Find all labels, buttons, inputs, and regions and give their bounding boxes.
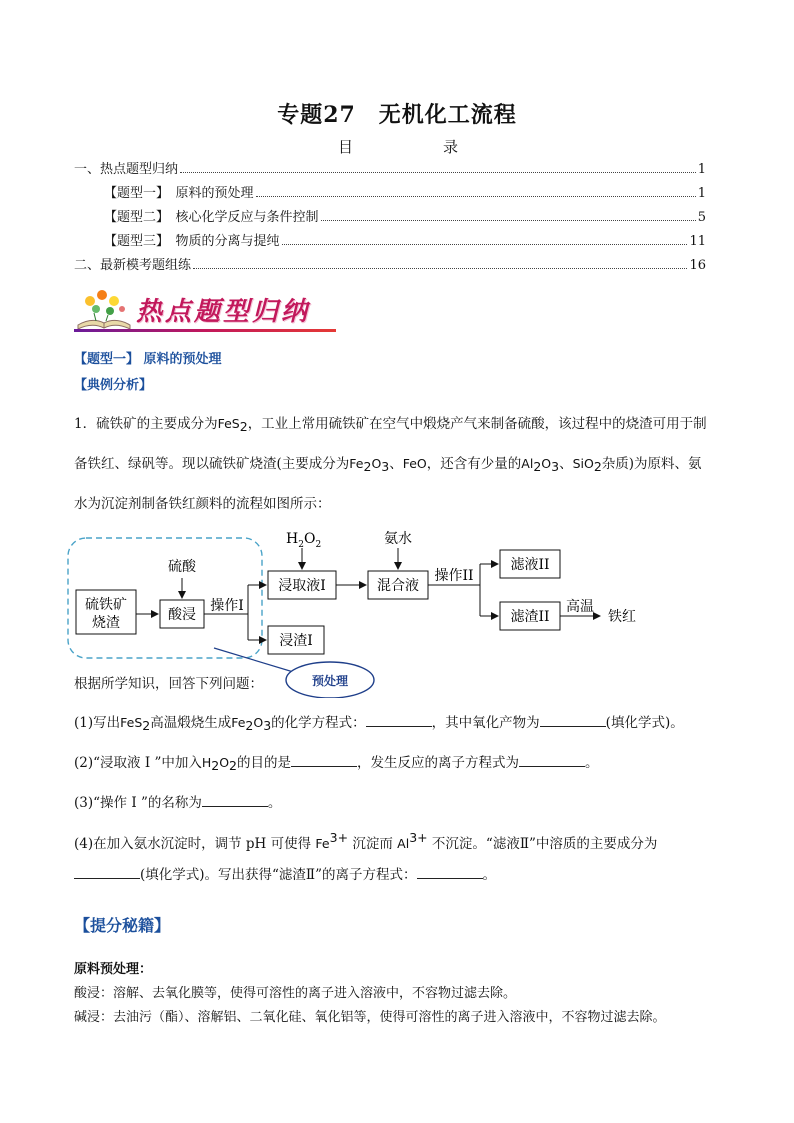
formula: Al [397, 836, 410, 851]
answer-blank[interactable] [417, 864, 483, 879]
text: ，其中氧化产物为 [431, 715, 540, 731]
formula: FeS [217, 416, 240, 431]
label-ore-2: 烧渣 [92, 615, 120, 631]
toc-item-label: 【题型三】 物质的分离与提纯 [104, 234, 280, 249]
toc-dots [282, 244, 688, 245]
toc-item[interactable] [104, 182, 706, 201]
section-banner [74, 287, 336, 335]
subscript: 3 [381, 459, 390, 474]
banner-underline [74, 329, 336, 332]
formula: O [253, 715, 264, 730]
tips-line-2: 碱浸：去油污（酯）、溶解铝、二氧化硅、氧化铝等，使得可溶性的离子进入溶液中，不容物过滤去除。 [74, 1010, 666, 1025]
text: 的化学方程式： [271, 715, 366, 731]
subscript: 2 [229, 758, 237, 773]
text: 的目的是 [237, 755, 291, 771]
toc-item[interactable] [74, 254, 706, 273]
subscript: 2 [239, 419, 248, 434]
toc-dots [321, 220, 696, 221]
label-product: 铁红 [608, 609, 636, 625]
text: 杂质)为原料、氨 [601, 456, 702, 472]
tips-heading: 【提分秘籍】 [74, 916, 171, 935]
tips-line-1: 酸浸：溶解、去氧化膜等，使得可溶性的离子进入溶液中，不容物过滤去除。 [74, 986, 517, 1001]
toc-dots [193, 268, 687, 269]
toc-item-page: 16 [689, 258, 706, 273]
answer-blank[interactable] [519, 752, 585, 767]
label-ammonia: 氨水 [384, 531, 412, 547]
subscript: 3 [263, 718, 272, 733]
subscript: 2 [245, 718, 254, 733]
text: ，工业上常用硫铁矿在空气中煅烧产气来制备硫酸，该过程中的烧渣可用于制 [247, 416, 707, 432]
question-intro: 根据所学知识，回答下列问题： [74, 676, 263, 692]
formula: O [219, 755, 230, 770]
text: ，发生反应的离子方程式为 [357, 755, 519, 771]
text: (2)“浸取液 I ”中加入 [74, 755, 202, 771]
label-residue1: 浸渣I [279, 633, 313, 649]
text: (1)写出 [74, 715, 121, 731]
formula: FeS [120, 715, 143, 730]
toc-item-page: 11 [689, 234, 706, 249]
subscript: 2 [593, 459, 602, 474]
toc-heading-char: 目 [338, 138, 354, 156]
type-tag: 【题型一】 [74, 352, 140, 367]
book-flowers-icon [74, 287, 134, 331]
label-ore-1: 硫铁矿 [85, 597, 127, 613]
question-2 [74, 752, 754, 776]
text: 、 [559, 456, 573, 472]
label-mixture: 混合液 [377, 578, 419, 594]
label-h2o2 [286, 531, 321, 550]
label-filtrate2: 滤液II [510, 557, 550, 573]
superscript: 3+ [329, 830, 349, 845]
toc-heading-char: 录 [443, 138, 459, 156]
label-leach: 酸浸 [168, 607, 196, 623]
text: 不沉淀。“滤液Ⅱ”中溶质的主要成分为 [427, 836, 658, 852]
toc-item-page: 5 [697, 210, 706, 225]
toc-heading [338, 136, 458, 157]
answer-blank[interactable] [366, 712, 432, 727]
formula: H [201, 755, 212, 770]
text: (3)“操作 I ”的名称为 [74, 795, 202, 811]
text: 1．硫铁矿的主要成分为 [74, 416, 218, 432]
toc-item-page: 1 [697, 186, 706, 201]
answer-blank[interactable] [74, 864, 140, 879]
h2o2-sub: 2 [298, 540, 304, 550]
subscript: 2 [211, 758, 220, 773]
text: 高温煅烧生成 [150, 715, 232, 731]
toc-item[interactable] [104, 206, 706, 225]
toc-item-label: 二、最新模考题组练 [74, 258, 192, 273]
text: 备铁红、绿矾等。现以硫铁矿烧渣(主要成分为 [74, 456, 350, 472]
subscript: 2 [533, 459, 542, 474]
toc-dots [180, 172, 696, 173]
label-hightemp: 高温 [566, 599, 594, 615]
text: (4)在加入氨水沉淀时，调节 pH 可使得 [74, 836, 316, 852]
text: 沉淀而 [348, 836, 398, 852]
process-flow-diagram [64, 526, 684, 698]
h2o2-h: H [286, 531, 299, 547]
question-1 [74, 712, 754, 736]
answer-blank[interactable] [540, 712, 606, 727]
problem-line-3: 水为沉淀剂制备铁红颜料的流程如图所示： [74, 496, 331, 512]
formula: O [541, 456, 552, 471]
subscript: 3 [551, 459, 560, 474]
formula: Fe [315, 836, 330, 851]
analysis-heading: 【典例分析】 [74, 378, 153, 393]
toc-item-label: 一、热点题型归纳 [74, 162, 179, 177]
problem-line-1 [74, 414, 734, 437]
answer-blank[interactable] [291, 752, 357, 767]
subscript: 2 [363, 459, 372, 474]
label-op1: 操作I [210, 598, 244, 614]
formula: SiO [572, 456, 594, 471]
formula: O [371, 456, 382, 471]
label-pretreat: 预处理 [311, 674, 349, 688]
label-sulfuric: 硫酸 [168, 559, 196, 575]
text: ，还含有少量的 [426, 456, 522, 472]
flow-svg [64, 526, 684, 698]
toc-item[interactable] [74, 158, 706, 177]
toc-item-page: 1 [697, 162, 706, 177]
question-4 [74, 828, 754, 854]
formula: Fe [231, 715, 246, 730]
superscript: 3+ [409, 830, 428, 845]
page-title: 专题27 无机化工流程 [277, 102, 517, 128]
banner-title: 热点题型归纳 [136, 297, 311, 327]
h2o2-o: O [303, 531, 316, 547]
subscript: 2 [142, 718, 151, 733]
label-residue2: 滤渣II [510, 609, 550, 625]
toc-item-label: 【题型二】 核心化学反应与条件控制 [104, 210, 319, 225]
formula: Fe [349, 456, 364, 471]
tips-subheading: 原料预处理： [74, 962, 153, 977]
question-4-continued [74, 864, 496, 885]
label-op2: 操作II [434, 568, 474, 584]
text: 、 [389, 456, 403, 472]
text: 。 [585, 755, 599, 771]
text: (填化学式)。写出获得“滤渣Ⅱ”的离子方程式： [140, 867, 417, 883]
text: 。 [267, 795, 282, 811]
question-3 [74, 792, 281, 813]
formula: FeO [402, 456, 427, 471]
formula: Al [521, 456, 534, 471]
problem-line-2 [74, 454, 734, 477]
text: 。 [482, 867, 497, 883]
answer-blank[interactable] [202, 792, 268, 807]
toc-item-label: 【题型一】 原料的预处理 [104, 186, 254, 201]
toc-dots [256, 196, 696, 197]
h2o2-sub: 2 [315, 540, 322, 550]
type-title: 原料的预处理 [143, 352, 222, 367]
label-leachate: 浸取液I [278, 578, 326, 594]
text: (填化学式)。 [605, 715, 684, 731]
type-one-heading [74, 348, 222, 367]
toc-item[interactable] [104, 230, 706, 249]
